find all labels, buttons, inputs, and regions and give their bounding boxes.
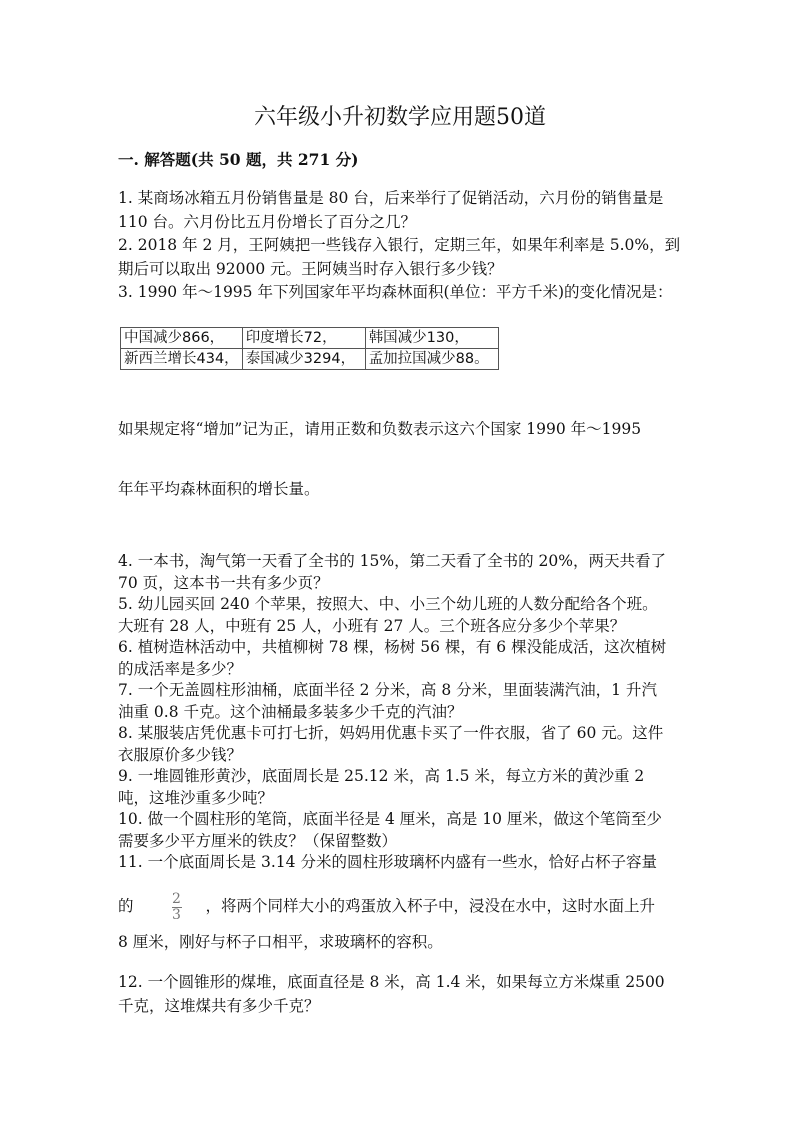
text-line: 11. 一个底面周长是 3.14 分米的圆柱形玻璃杯内盛有一些水，恰好占杯子容量 <box>118 853 657 871</box>
text: 的 <box>118 897 134 915</box>
section-heading: 一. 解答题(共 50 题，共 271 分) <box>118 150 359 169</box>
table-cell: 中国减少866， <box>121 328 243 349</box>
numerator: 2 <box>172 890 181 907</box>
text-line: 期后可以取出 92000 元。王阿姨当时存入银行多少钱？ <box>118 259 503 278</box>
question-3-text: 年年平均森林面积的增长量。 <box>118 480 320 498</box>
fraction <box>172 892 182 923</box>
question-11-end: 8 厘米，刚好与杯子口相平，求玻璃杯的容积。 <box>118 933 443 951</box>
text-line: 110 台。六月份比五月份增长了百分之几？ <box>118 212 417 231</box>
text: ，将两个同样大小的鸡蛋放入杯子中，浸没在水中，这时水面上升 <box>205 897 656 915</box>
text-line: 1. 某商场冰箱五月份销售量是 80 台，后来举行了促销活动，六月份的销售量是 <box>118 189 664 207</box>
text-line: 的成活率是多少？ <box>118 659 243 678</box>
text-line: 吨，这堆沙重多少吨？ <box>118 788 274 807</box>
question-12 <box>118 971 665 1018</box>
question-3-text: 如果规定将“增加”记为正，请用正数和负数表示这六个国家 1990 年～1995 <box>118 420 642 438</box>
table-cell: 孟加拉国减少88。 <box>365 349 498 370</box>
text-line: 大班有 28 人，中班有 25 人，小班有 27 人。三个班各应分多少个苹果？ <box>118 616 626 635</box>
text-line: 70 页，这本书一共有多少页？ <box>118 573 329 592</box>
text-line: 3. 1990 年～1995 年下列国家年平均森林面积(单位：平方千米)的变化情况是： <box>118 283 673 301</box>
table-cell: 泰国减少3294， <box>242 349 365 370</box>
text-line: 7. 一个无盖圆柱形油桶，底面半径 2 分米，高 8 分米，里面装满汽油，1 升汽 <box>118 681 657 699</box>
text-line: 油重 0.8 千克。这个油桶最多装多少千克的汽油？ <box>118 702 463 721</box>
question-11-line <box>118 891 655 921</box>
page-title: 六年级小升初数学应用题50道 <box>254 105 546 130</box>
questions-1-3 <box>118 187 680 305</box>
questions-4-11 <box>118 551 666 874</box>
text-line: 12. 一个圆锥形的煤堆，底面直径是 8 米，高 1.4 米，如果每立方米煤重 2500 <box>118 973 665 991</box>
text-line: 9. 一堆圆锥形黄沙，底面周长是 25.12 米，高 1.5 米，每立方米的黄沙重 2 <box>118 767 645 785</box>
text-line: 5. 幼儿园买回 240 个苹果，按照大、中、小三个幼儿班的人数分配给各个班。 <box>118 595 658 613</box>
text-line: 10. 做一个圆柱形的笔筒，底面半径是 4 厘米，高是 10 厘米，做这个笔筒至少 <box>118 810 662 828</box>
text-line: 2. 2018 年 2 月，王阿姨把一些钱存入银行，定期三年，如果年利率是 5.0%，到 <box>118 236 681 254</box>
table-cell: 新西兰增长434， <box>121 349 243 370</box>
text-line: 4. 一本书，淘气第一天看了全书的 15%，第二天看了全书的 20%，两天共看了 <box>118 552 666 570</box>
table-cell: 印度增长72， <box>242 328 365 349</box>
text-line: 8. 某服装店凭优惠卡可打七折，妈妈用优惠卡买了一件衣服，省了 60 元。这件 <box>118 724 664 742</box>
text-line: 千克，这堆煤共有多少千克？ <box>118 996 320 1015</box>
table-cell: 韩国减少130， <box>365 328 498 349</box>
text-line: 6. 植树造林活动中，共植柳树 78 棵，杨树 56 棵，有 6 棵没能成活，这次植树 <box>118 638 667 656</box>
forest-area-table <box>120 327 499 370</box>
text-line: 衣服原价多少钱？ <box>118 745 243 764</box>
text-line: 需要多少平方厘米的铁皮？（保留整数） <box>118 831 398 850</box>
denominator: 3 <box>172 906 181 923</box>
